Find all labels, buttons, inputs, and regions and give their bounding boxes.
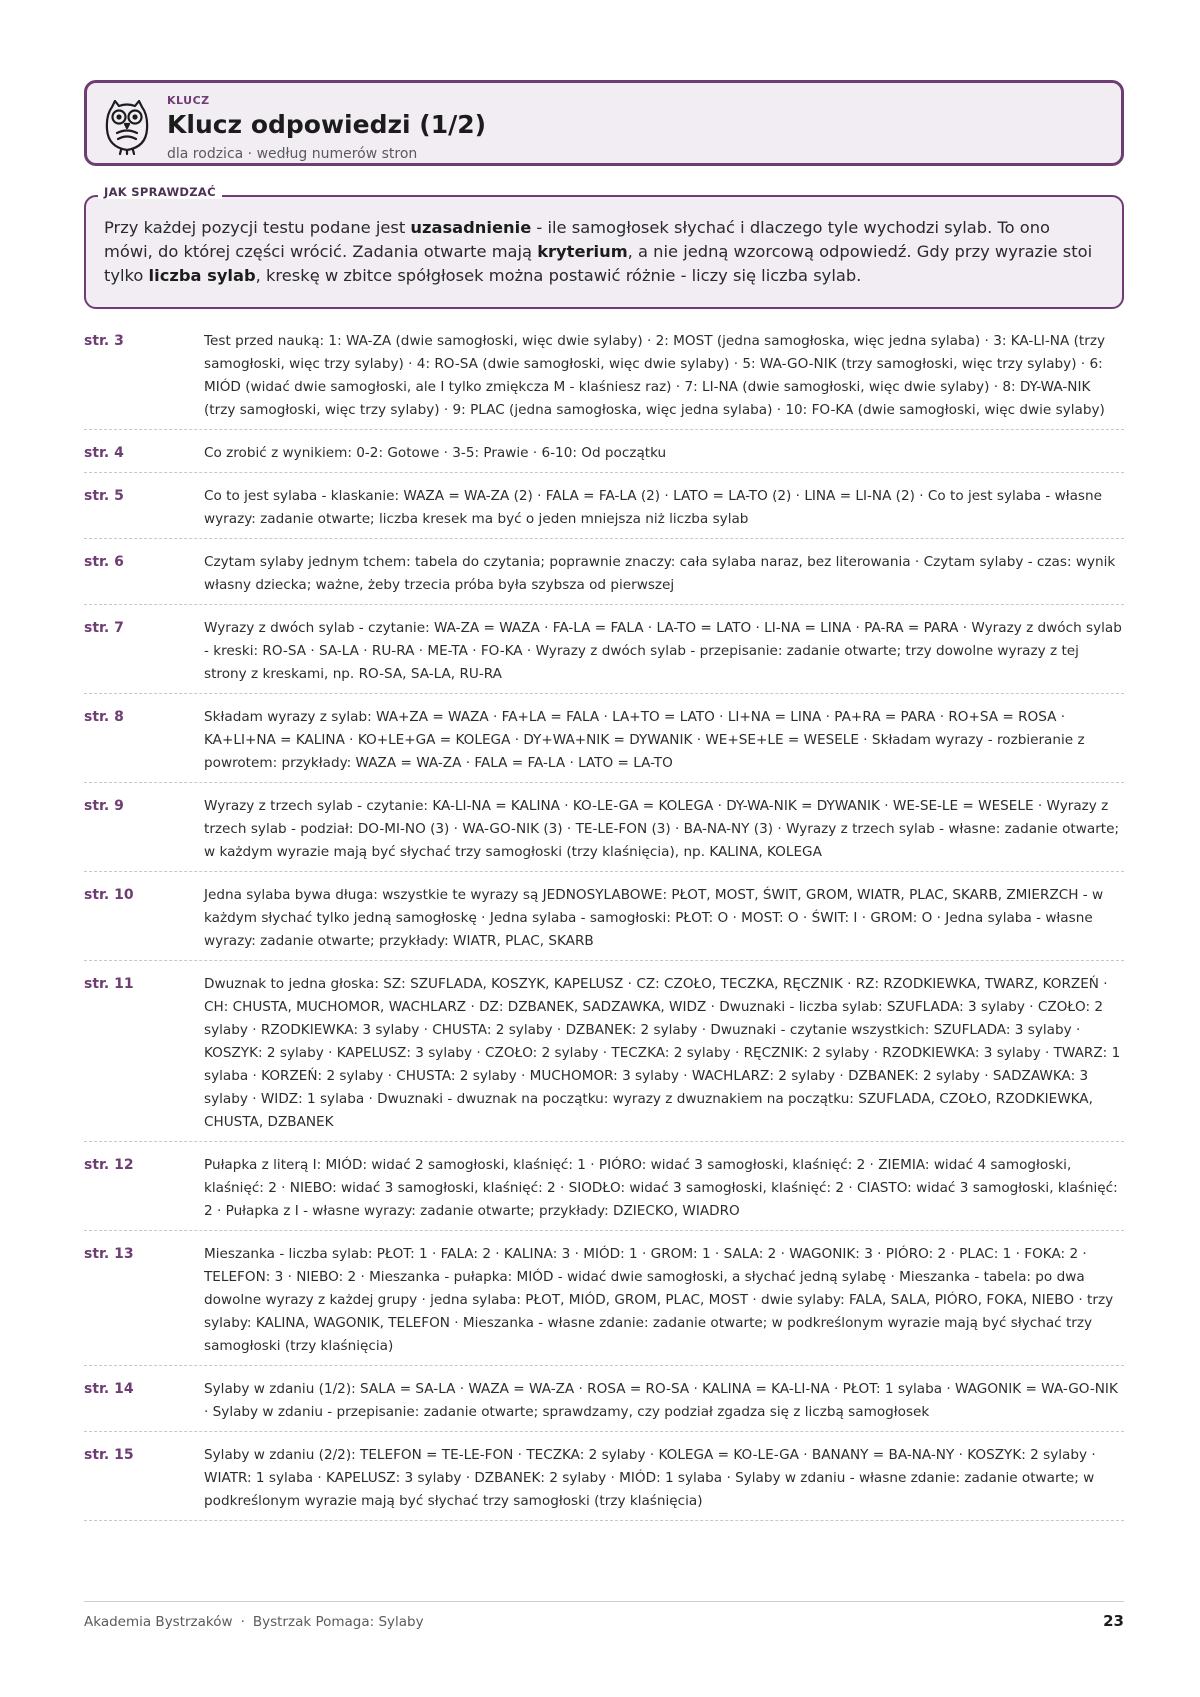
- answer-text: Co zrobić z wynikiem: 0-2: Gotowe · 3-5: Prawie · 6-10: Od początku: [204, 445, 667, 461]
- answer-entry: [84, 1376, 1124, 1432]
- answer-entry: [84, 615, 1124, 694]
- howto-label: JAK SPRAWDZAĆ: [98, 185, 222, 199]
- answer-text: Wyrazy z dwóch sylab - czytanie: WA-ZA = WAZA · FA-LA = FALA · LA-TO = LATO · LI-NA = LINA · PA-RA = PARA · Wyrazy z dwóch sylab - kreski: RO-SA · SA-LA · RU-RA · ME-TA · FO-KA · Wyrazy z dwóch sylab - przepisanie: zadanie otwarte; trzy dowolne wyrazy z tej strony z kreskami, np. RO-SA, SA-LA, RU-RA: [204, 620, 1122, 682]
- howto-bold-kryterium: kryterium: [537, 242, 628, 261]
- answer-entry: [84, 793, 1124, 872]
- howto-text-part: , a nie jedną wzorcową odpowiedź. Gdy przy wyrazie stoi tylko: [104, 242, 1093, 285]
- howto-text-part: Przy każdej pozycji testu podane jest: [104, 218, 411, 237]
- owl-icon: [104, 97, 150, 155]
- header-kicker: KLUCZ: [167, 94, 210, 107]
- footer-publisher: Akademia Bystrzaków: [84, 1614, 233, 1630]
- footer-credits: [84, 1614, 424, 1630]
- answer-text: Wyrazy z trzech sylab - czytanie: KA-LI-NA = KALINA · KO-LE-GA = KOLEGA · DY-WA-NIK = DYWANIK · WE-SE-LE = WESELE · Wyrazy z trzech sylab - podział: DO-MI-NO (3) · WA-GO-NIK (3) · TE-LE-FON (3) · BA-NA-NY (3) · Wyrazy z trzech sylab - własne: zadanie otwarte; w każdym wyrazie mają być słychać trzy samogłoski (trzy klaśnięcia), np. KALINA, KOLEGA: [204, 798, 1120, 860]
- page-number-label: str. 11: [84, 976, 134, 992]
- answer-entry: [84, 882, 1124, 961]
- page-number-label: str. 8: [84, 709, 124, 725]
- answer-text: Dwuznak to jedna głoska: SZ: SZUFLADA, KOSZYK, KAPELUSZ · CZ: CZOŁO, TECZKA, RĘCZNIK · RZ: RZODKIEWKA, TWARZ, KORZEŃ · CH: CHUSTA, MUCHOMOR, WACHLARZ · DZ: DZBANEK, SADZAWKA, WIDZ · Dwuznaki - liczba sylab: SZUFLADA: 3 sylaby · CZOŁO: 2 sylaby · RZODKIEWKA: 3 sylaby · CHUSTA: 2 sylaby · DZBANEK: 2 sylaby · Dwuznaki - czytanie wszystkich: SZUFLADA: 3 sylaby · KOSZYK: 2 sylaby · KAPELUSZ: 3 sylaby · CZOŁO: 2 sylaby · TECZKA: 2 sylaby · RĘCZNIK: 2 sylaby · RZODKIEWKA: 3 sylaby · TWARZ: 1 sylaba · KORZEŃ: 2 sylaby · CHUSTA: 2 sylaby · MUCHOMOR: 3 sylaby · WACHLARZ: 2 sylaby · DZBANEK: 2 sylaby · SADZAWKA: 3 sylaby · WIDZ: 1 sylaba · Dwuznaki - dwuznak na początku: wyrazy z dwuznakiem na początku: SZUFLADA, CZOŁO, RZODKIEWKA, CHUSTA, DZBANEK: [204, 976, 1121, 1130]
- howto-bold-uzasadnienie: uzasadnienie: [410, 218, 532, 237]
- footer-page-number: 23: [1103, 1612, 1124, 1630]
- answer-text: Sylaby w zdaniu (1/2): SALA = SA-LA · WAZA = WA-ZA · ROSA = RO-SA · KALINA = KA-LI-NA · PŁOT: 1 sylaba · WAGONIK = WA-GO-NIK · Sylaby w zdaniu - przepisanie: zadanie otwarte; sprawdzamy, czy podział zgadza się z liczbą samogłosek: [204, 1381, 1118, 1420]
- answer-entry: [84, 704, 1124, 783]
- answer-text: Jedna sylaba bywa długa: wszystkie te wyrazy są JEDNOSYLABOWE: PŁOT, MOST, ŚWIT, GROM, WIATR, PLAC, SKARB, ZMIERZCH - w każdym słychać tylko jedną samogłoskę · Jedna sylaba - samogłoski: PŁOT: O · MOST: O · ŚWIT: I · GROM: O · Jedna sylaba - własne wyrazy: zadanie otwarte; przykłady: WIATR, PLAC, SKARB: [204, 887, 1104, 949]
- page-number-label: str. 12: [84, 1157, 134, 1173]
- page-number-label: str. 15: [84, 1447, 134, 1463]
- answer-text: Czytam sylaby jednym tchem: tabela do czytania; poprawnie znaczy: cała sylaba naraz, bez literowania · Czytam sylaby - czas: wynik własny dziecka; ważne, żeby trzecia próba była szybsza od pierwszej: [204, 554, 1116, 593]
- page-title: Klucz odpowiedzi (1/2): [167, 110, 487, 139]
- page-number-label: str. 6: [84, 554, 124, 570]
- howto-box: [84, 185, 1124, 309]
- answer-entry: [84, 328, 1124, 430]
- howto-text: [104, 216, 1104, 288]
- footer-separator: ·: [240, 1614, 245, 1630]
- page-number-label: str. 3: [84, 333, 124, 349]
- answer-entry: [84, 1241, 1124, 1366]
- page-number-label: str. 9: [84, 798, 124, 814]
- answer-entry: [84, 483, 1124, 539]
- answer-text: Co to jest sylaba - klaskanie: WAZA = WA-ZA (2) · FALA = FA-LA (2) · LATO = LA-TO (2) · LINA = LI-NA (2) · Co to jest sylaba - własne wyrazy: zadanie otwarte; liczba kresek ma być o jeden mniejsza niż liczba sylab: [204, 488, 1102, 527]
- header-box: [84, 80, 1124, 166]
- page-subtitle: dla rodzica · według numerów stron: [167, 146, 418, 162]
- page-number-label: str. 5: [84, 488, 124, 504]
- answer-entry: [84, 1152, 1124, 1231]
- page-number-label: str. 10: [84, 887, 134, 903]
- answer-text: Pułapka z literą I: MIÓD: widać 2 samogłoski, klaśnięć: 1 · PIÓRO: widać 3 samogłoski, klaśnięć: 2 · ZIEMIA: widać 4 samogłoski, klaśnięć: 2 · NIEBO: widać 3 samogłoski, klaśnięć: 2 · SIODŁO: widać 3 samogłoski, klaśnięć: 2 · CIASTO: widać 3 samogłoski, klaśnięć: 2 · Pułapka z I - własne wyrazy: zadanie otwarte; przykłady: DZIECKO, WIADRO: [204, 1157, 1118, 1219]
- page-number-label: str. 7: [84, 620, 124, 636]
- page-number-label: str. 13: [84, 1246, 134, 1262]
- answer-entry: [84, 440, 1124, 473]
- howto-text-part: - ile samogłosek słychać i dlaczego tyle wychodzi sylab. To ono mówi, do której części wrócić. Zadania otwarte mają: [104, 218, 1051, 261]
- page-number-label: str. 4: [84, 445, 124, 461]
- answer-text: Mieszanka - liczba sylab: PŁOT: 1 · FALA: 2 · KALINA: 3 · MIÓD: 1 · GROM: 1 · SALA: 2 · WAGONIK: 3 · PIÓRO: 2 · PLAC: 1 · FOKA: 2 · TELEFON: 3 · NIEBO: 2 · Mieszanka - pułapka: MIÓD - widać dwie samogłoski, a słychać jedną sylabę · Mieszanka - tabela: po dwa dowolne wyrazy z każdej grupy · jedna sylaba: PŁOT, MIÓD, GROM, PLAC, MOST · dwie sylaby: FALA, SALA, PIÓRO, FOKA, NIEBO · trzy sylaby: KALINA, WAGONIK, TELEFON · Mieszanka - własne zdanie: zadanie otwarte; w podkreślonym wyrazie mają być słychać trzy samogłoski (trzy klaśnięcia): [204, 1246, 1114, 1354]
- answer-entry: [84, 549, 1124, 605]
- answer-text: Test przed nauką: 1: WA-ZA (dwie samogłoski, więc dwie sylaby) · 2: MOST (jedna samogłoska, więc jedna sylaba) · 3: KA-LI-NA (trzy samogłoski, więc trzy sylaby) · 4: RO-SA (dwie samogłoski, więc dwie sylaby) · 5: WA-GO-NIK (trzy samogłoski, więc trzy sylaby) · 6: MIÓD (widać dwie samogłoski, ale I tylko zmiękcza M - klaśniesz raz) · 7: LI-NA (dwie samogłoski, więc dwie sylaby) · 8: DY-WA-NIK (trzy samogłoski, więc trzy sylaby) · 9: PLAC (jedna samogłoska, więc jedna sylaba) · 10: FO-KA (dwie samogłoski, więc dwie sylaby): [204, 333, 1106, 418]
- answer-entry: [84, 971, 1124, 1142]
- footer-book-title: Bystrzak Pomaga: Sylaby: [252, 1614, 424, 1630]
- howto-text-part: , kreskę w zbitce spółgłosek można postawić różnie - liczy się liczba sylab.: [255, 266, 862, 285]
- footer-divider: [84, 1601, 1124, 1602]
- answer-text: Sylaby w zdaniu (2/2): TELEFON = TE-LE-FON · TECZKA: 2 sylaby · KOLEGA = KO-LE-GA · BANANY = BA-NA-NY · KOSZYK: 2 sylaby · WIATR: 1 sylaba · KAPELUSZ: 3 sylaby · DZBANEK: 2 sylaby · MIÓD: 1 sylaba · Sylaby w zdaniu - własne zdanie: zadanie otwarte; w podkreślonym wyrazie mają być słychać trzy samogłoski (trzy klaśnięcia): [204, 1447, 1096, 1509]
- page-number-label: str. 14: [84, 1381, 134, 1397]
- answer-list: [84, 328, 1124, 1531]
- answer-text: Składam wyrazy z sylab: WA+ZA = WAZA · FA+LA = FALA · LA+TO = LATO · LI+NA = LINA · PA+RA = PARA · RO+SA = ROSA · KA+LI+NA = KALINA · KO+LE+GA = KOLEGA · DY+WA+NIK = DYWANIK · WE+SE+LE = WESELE · Składam wyrazy - rozbieranie z powrotem: przykłady: WAZA = WA-ZA · FALA = FA-LA · LATO = LA-TO: [204, 709, 1085, 771]
- answer-entry: [84, 1442, 1124, 1521]
- howto-bold-liczba-sylab: liczba sylab: [148, 266, 256, 285]
